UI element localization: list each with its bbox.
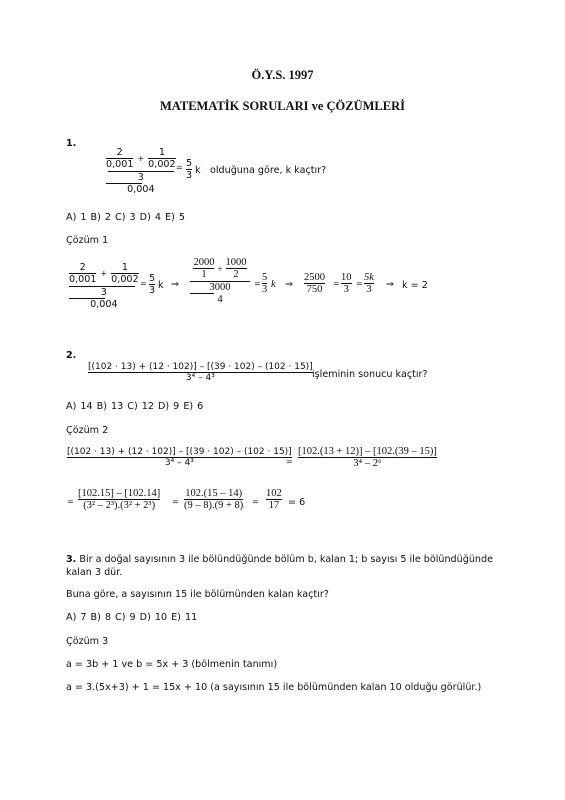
s2-expr-den: 3⁴ – 4³ — [164, 458, 194, 468]
q3-text-line-1 — [66, 554, 493, 565]
s1-10: 10 — [341, 272, 352, 283]
q1-k-num: 5 — [186, 158, 193, 169]
s1-5k: 5k — [364, 272, 374, 283]
s1-k: k — [158, 280, 164, 291]
q1-question-text: olduğuna göre, k kaçtır? — [210, 165, 327, 176]
q3-solution-label: Çözüm 3 — [66, 636, 109, 647]
s1-750: 750 — [306, 284, 323, 295]
s1-num-b: 1 — [121, 262, 128, 273]
s1-den-0004: 0,004 — [90, 299, 118, 310]
s2-result: = 6 — [288, 497, 306, 508]
s1-k-2: k — [271, 279, 276, 290]
s2-expr-num: [(102 · 13) + (12 · 102)] – [(39 · 102) – (102 · 15)] — [67, 447, 292, 457]
s1-2000: 2000 — [193, 257, 215, 268]
q2-expression — [88, 362, 313, 383]
s1-10-fraction — [341, 272, 352, 295]
q1-den-b: 0,002 — [148, 159, 176, 170]
s1-5k-den: 3 — [366, 284, 372, 295]
s2-expression-2 — [298, 446, 437, 469]
s1-num-a: 2 — [79, 262, 86, 273]
question-1-number: 1. — [66, 138, 77, 149]
q3-text-line-2: kalan 3 dür. — [66, 567, 123, 578]
s2-num5: 102 — [266, 488, 282, 499]
q1-solution-label: Çözüm 1 — [66, 235, 109, 246]
s1-equals-3: = — [333, 279, 340, 288]
q1-den-3: 3 — [137, 172, 144, 183]
document-subtitle: MATEMATİK SORULARI ve ÇÖZÜMLERİ — [159, 99, 406, 113]
q1-k-den: 3 — [186, 170, 193, 181]
q1-k: k — [195, 165, 201, 176]
s2-expression-3 — [78, 488, 160, 511]
q1-compound-fraction — [106, 147, 176, 195]
q2-expr-den: 3⁴ – 4³ — [185, 373, 215, 383]
q3-solution-line-1: a = 3b + 1 ve b = 5x + 3 (bölmenin tanımı) — [66, 659, 278, 670]
s1-result: k = 2 — [402, 280, 428, 291]
s2-equals-1: = — [286, 457, 293, 466]
s1-k-den-2: 3 — [262, 284, 268, 295]
question-3-number: 3. — [66, 554, 77, 565]
s1-k-den: 3 — [149, 285, 156, 296]
s1-arrow-1: ⇒ — [171, 279, 180, 290]
question-2-number: 2. — [66, 350, 77, 361]
s2-num4: 102.(15 – 14) — [185, 488, 243, 499]
s2-equals-4: = — [252, 497, 259, 506]
q1-k-fraction — [186, 158, 192, 181]
s2-den4: (9 – 8).(9 + 8) — [184, 500, 244, 511]
s1-den-b: 0,002 — [111, 274, 139, 285]
s1-5k-fraction — [364, 272, 374, 295]
s1-den-3: 3 — [100, 287, 107, 298]
q3-solution-line-2: a = 3.(5x+3) + 1 = 15x + 10 (a sayısının 15 ile bölümünden kalan 10 olduğu görülür.) — [66, 682, 482, 693]
s1-k-fraction-2 — [262, 272, 267, 295]
q1-den-a: 0,001 — [106, 159, 134, 170]
document-title: Ö.Y.S. 1997 — [251, 68, 314, 82]
s1-2500-fraction — [304, 272, 325, 295]
q3-options: A) 7 B) 8 C) 9 D) 10 E) 11 — [66, 612, 198, 623]
q2-expr-num: [(102 · 13) + (12 · 102)] – [(39 · 102) – (102 · 15)] — [88, 362, 313, 372]
s1-k-num-2: 5 — [262, 272, 268, 283]
q3-text: Bir a doğal sayısının 3 ile bölündüğünde bölüm b, kalan 1; b sayısı 5 ile bölündüğünde — [79, 554, 493, 565]
s2-equals-2: = — [67, 497, 74, 506]
q1-equals: = — [176, 163, 183, 172]
s1-equals-2: = — [254, 279, 261, 288]
s1-arrow-3: ⇒ — [386, 279, 395, 290]
s2-expression-4 — [184, 488, 243, 511]
s1-step2-4: 4 — [217, 294, 223, 305]
s2-expression-1 — [67, 447, 292, 468]
s1-step2-plus: + — [217, 263, 223, 274]
s1-k-fraction — [149, 273, 155, 296]
s2-num3: [102.15] – [102.14] — [78, 488, 161, 499]
s2-den3: (3² – 2³).(3² + 2³) — [83, 500, 156, 511]
s1-plus: + — [100, 269, 108, 278]
q2-solution-label: Çözüm 2 — [66, 425, 109, 436]
s1-k-num: 5 — [149, 273, 156, 284]
q3-question: Buna göre, a sayısının 15 ile bölümünden kalan kaçtır? — [66, 589, 329, 600]
q2-question-text: işleminin sonucu kaçtır? — [312, 369, 428, 380]
s1-arrow-2: ⇒ — [285, 279, 294, 290]
s1-step2-1: 1 — [201, 269, 207, 280]
s2-den2: 3⁴ – 2⁶ — [353, 458, 382, 469]
q1-options: A) 1 B) 2 C) 3 D) 4 E) 5 — [66, 212, 185, 223]
q1-den-0004: 0,004 — [127, 184, 155, 195]
s1-compound-fraction — [69, 262, 139, 310]
q1-plus: + — [137, 154, 145, 163]
s1-step2-fraction — [190, 257, 250, 305]
s1-equals: = — [140, 279, 147, 288]
s2-den5: 17 — [268, 500, 280, 511]
s1-den-a: 0,001 — [69, 274, 97, 285]
q2-options: A) 14 B) 13 C) 12 D) 9 E) 6 — [66, 401, 204, 412]
s2-num2: [102.(13 + 12)] – [102.(39 – 15)] — [298, 446, 437, 457]
s1-3000: 3000 — [209, 282, 231, 293]
q1-num-b: 1 — [158, 147, 165, 158]
s2-equals-3: = — [172, 497, 179, 506]
s1-step2-2: 2 — [233, 269, 239, 280]
s1-10-den: 3 — [343, 284, 349, 295]
s1-1000: 1000 — [225, 257, 247, 268]
q1-num-a: 2 — [116, 147, 123, 158]
s1-equals-4: = — [356, 279, 363, 288]
s2-expression-5 — [266, 488, 282, 511]
s1-2500: 2500 — [304, 272, 325, 283]
